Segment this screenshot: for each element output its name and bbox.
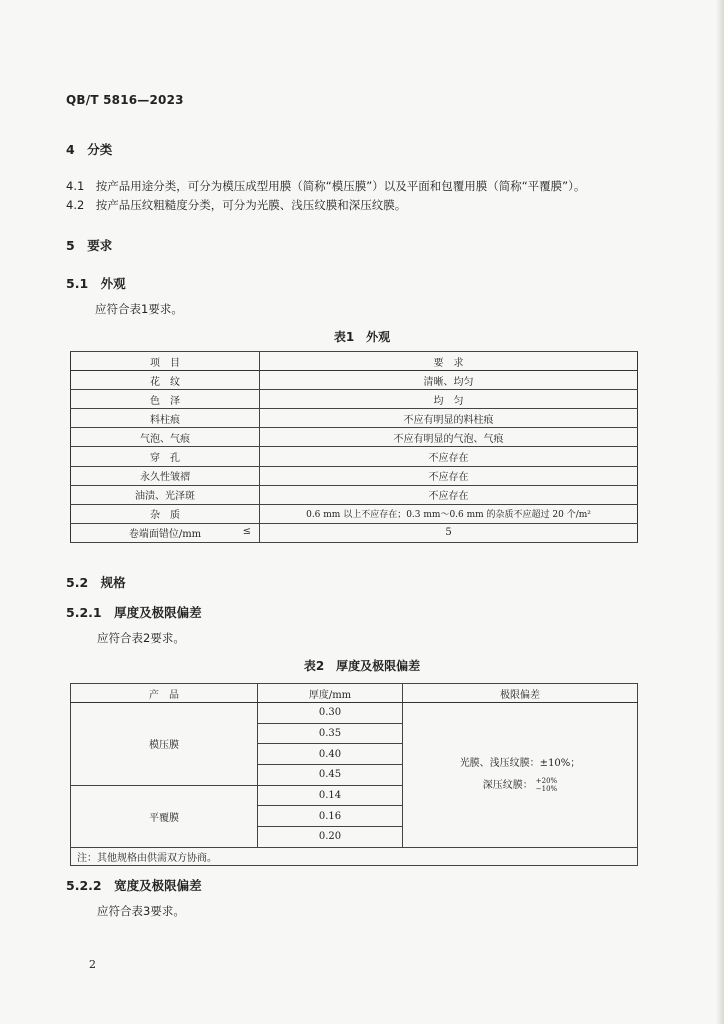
requirement-cell: 清晰、均匀 — [260, 371, 638, 390]
clause-5-2-2-text: 应符合表3要求。 — [97, 904, 185, 918]
item-cell: 穿 孔 — [71, 447, 260, 466]
requirement-cell: 0.6 mm 以上不应存在；0.3 mm～0.6 mm 的杂质不应超过 20 个/m² — [260, 504, 638, 523]
table-row — [71, 409, 638, 428]
appearance-table — [70, 351, 638, 543]
header-thickness: 厚度/mm — [258, 684, 403, 703]
page-edge-shadow — [716, 0, 724, 1024]
standard-code: QB/T 5816—2023 — [66, 93, 184, 107]
requirement-cell: 均 匀 — [260, 390, 638, 409]
thickness-table — [70, 683, 638, 866]
table-row — [71, 504, 638, 523]
table-header-row — [71, 352, 638, 371]
tolerance-upper: +20% — [535, 777, 558, 786]
item-cell: 永久性皱褶 — [71, 466, 260, 485]
thickness-cell: 0.40 — [258, 744, 403, 765]
section-5-2-2-heading: 5.2.2 宽度及极限偏差 — [66, 878, 202, 893]
less-equal-symbol: ≤ — [242, 525, 251, 537]
header-item: 项 目 — [71, 352, 260, 371]
item-cell: 色 泽 — [71, 390, 260, 409]
table-row — [71, 485, 638, 504]
tolerance-deep-label: 深压纹膜： — [482, 779, 533, 791]
thickness-cell: 0.45 — [258, 765, 403, 786]
header-requirement: 要 求 — [260, 352, 638, 371]
requirement-cell: 不应有明显的气泡、气痕 — [260, 428, 638, 447]
table-note-row — [71, 847, 638, 865]
requirement-cell: 不应存在 — [260, 485, 638, 504]
item-cell: 料柱痕 — [71, 409, 260, 428]
clause-5-2-1-text: 应符合表2要求。 — [97, 631, 185, 645]
page-number: 2 — [89, 958, 96, 971]
item-label: 卷端面错位/mm — [128, 529, 202, 541]
product-cell: 模压膜 — [71, 703, 258, 786]
tolerance-cell — [403, 703, 638, 848]
table-row — [71, 466, 638, 485]
requirement-cell: 不应存在 — [260, 447, 638, 466]
section-5-2-heading: 5.2 规格 — [66, 575, 126, 590]
tolerance-stack — [536, 777, 557, 793]
item-cell — [71, 523, 260, 542]
clause-4-1: 4.1 按产品用途分类，可分为模压成型用膜（简称“模压膜”）以及平面和包覆用膜（简称“平覆膜”）。 — [66, 179, 586, 193]
item-cell: 花 纹 — [71, 371, 260, 390]
requirement-cell: 不应有明显的料柱痕 — [260, 409, 638, 428]
clause-4-2: 4.2 按产品压纹粗糙度分类，可分为光膜、浅压纹膜和深压纹膜。 — [66, 198, 407, 212]
thickness-cell: 0.14 — [258, 785, 403, 806]
item-cell: 气泡、气痕 — [71, 428, 260, 447]
tolerance-lower: −10% — [535, 785, 558, 794]
table-row — [71, 703, 638, 724]
thickness-cell: 0.16 — [258, 806, 403, 827]
requirement-cell: 不应存在 — [260, 466, 638, 485]
table-row — [71, 447, 638, 466]
header-tolerance: 极限偏差 — [403, 684, 638, 703]
table-row — [71, 371, 638, 390]
thickness-cell: 0.35 — [258, 723, 403, 744]
thickness-cell: 0.30 — [258, 703, 403, 724]
item-cell: 杂 质 — [71, 504, 260, 523]
product-cell: 平覆膜 — [71, 785, 258, 847]
requirement-cell: 5 — [260, 523, 638, 542]
table-row — [71, 428, 638, 447]
section-5-2-1-heading: 5.2.1 厚度及极限偏差 — [66, 605, 202, 620]
tolerance-line-1: 光膜、浅压纹膜：±10%； — [459, 757, 581, 769]
section-5-heading: 5 要求 — [66, 238, 113, 253]
section-5-1-heading: 5.1 外观 — [66, 276, 126, 291]
header-product: 产 品 — [71, 684, 258, 703]
table1-caption: 表1 外观 — [333, 330, 391, 344]
table-row — [71, 523, 638, 542]
clause-5-1-text: 应符合表1要求。 — [95, 302, 183, 316]
table-header-row — [71, 684, 638, 703]
table-row — [71, 390, 638, 409]
tolerance-line-2 — [403, 775, 637, 797]
section-4-heading: 4 分类 — [66, 142, 113, 157]
thickness-cell: 0.20 — [258, 827, 403, 848]
table-note: 注：其他规格由供需双方协商。 — [71, 847, 638, 865]
item-cell: 油渍、光泽斑 — [71, 485, 260, 504]
table2-caption: 表2 厚度及极限偏差 — [303, 659, 421, 673]
